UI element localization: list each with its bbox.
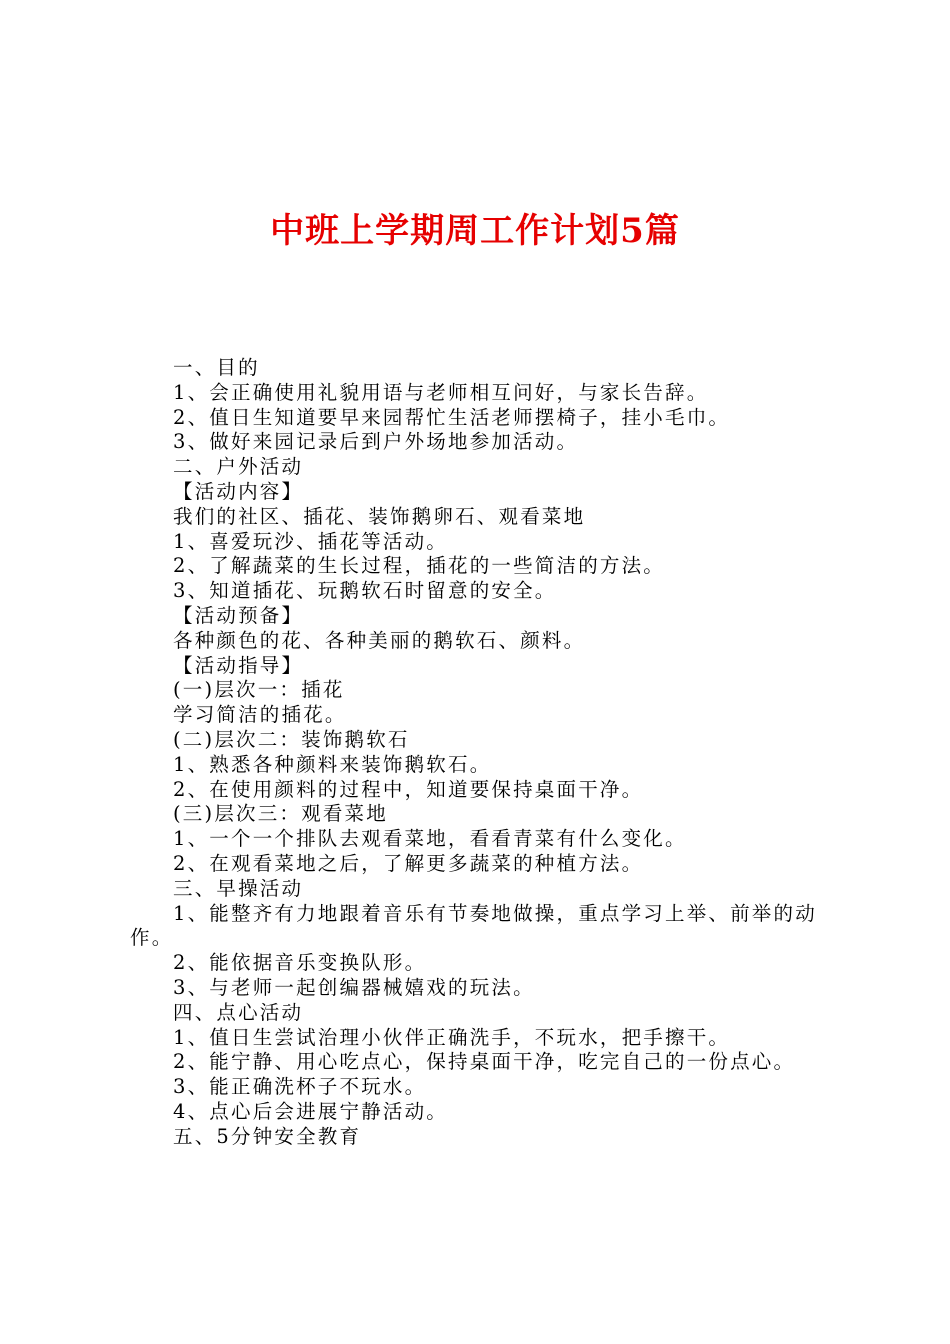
paragraph: 1、一个一个排队去观看菜地，看看青菜有什么变化。 (173, 827, 687, 851)
paragraph: 2、了解蔬菜的生长过程，插花的一些简洁的方法。 (173, 554, 666, 578)
paragraph: 一、目的 (173, 356, 260, 379)
paragraph: 1、熟悉各种颜料来装饰鹅软石。 (173, 752, 492, 776)
paragraph: 五、5分钟安全教育 (173, 1124, 362, 1148)
paragraph: 3、与老师一起创编器械嬉戏的玩法。 (173, 975, 535, 999)
paragraph: 【活动指导】 (173, 653, 304, 677)
paragraph: 学习简洁的插花。 (173, 703, 347, 727)
paragraph: 3、知道插花、玩鹅软石时留意的安全。 (173, 579, 557, 603)
paragraph: 2、在观看菜地之后，了解更多蔬菜的种植方法。 (173, 851, 644, 875)
page-title: 中班上学期周工作计划5篇 (270, 211, 680, 251)
paragraph: 我们的社区、插花、装饰鹅卵石、观看菜地 (173, 504, 586, 528)
paragraph: (三)层次三：观看菜地 (173, 802, 388, 826)
paragraph: 【活动内容】 (173, 479, 304, 503)
paragraph: (一)层次一：插花 (173, 678, 345, 702)
paragraph: 三、早操活动 (173, 876, 304, 900)
paragraph: 【活动预备】 (173, 603, 304, 627)
paragraph: 2、能依据音乐变换队形。 (173, 951, 427, 975)
paragraph: 1、喜爱玩沙、插花等活动。 (173, 529, 449, 553)
paragraph: 2、值日生知道要早来园帮忙生活老师摆椅子，挂小毛巾。 (173, 405, 731, 429)
paragraph: 二、户外活动 (173, 455, 304, 479)
paragraph: (二)层次二：装饰鹅软石 (173, 727, 410, 751)
paragraph: 四、点心活动 (173, 1000, 304, 1024)
paragraph: 2、在使用颜料的过程中，知道要保持桌面干净。 (173, 777, 644, 801)
paragraph: 1、值日生尝试治理小伙伴正确洗手，不玩水，把手擦干。 (173, 1025, 731, 1049)
paragraph: 各种颜色的花、各种美丽的鹅软石、颜料。 (173, 628, 586, 652)
paragraph: 3、能正确洗杯子不玩水。 (173, 1075, 427, 1099)
paragraph: 1、能整齐有力地跟着音乐有节奏地做操，重点学习上举、前举的动作。 (130, 901, 817, 950)
paragraph: 4、点心后会进展宁静活动。 (173, 1099, 449, 1123)
paragraph: 2、能宁静、用心吃点心，保持桌面干净，吃完自己的一份点心。 (173, 1050, 796, 1074)
paragraph: 3、做好来园记录后到户外场地参加活动。 (173, 430, 579, 454)
paragraph: 1、会正确使用礼貌用语与老师相互问好，与家长告辞。 (173, 380, 709, 404)
document-body (130, 356, 840, 1150)
